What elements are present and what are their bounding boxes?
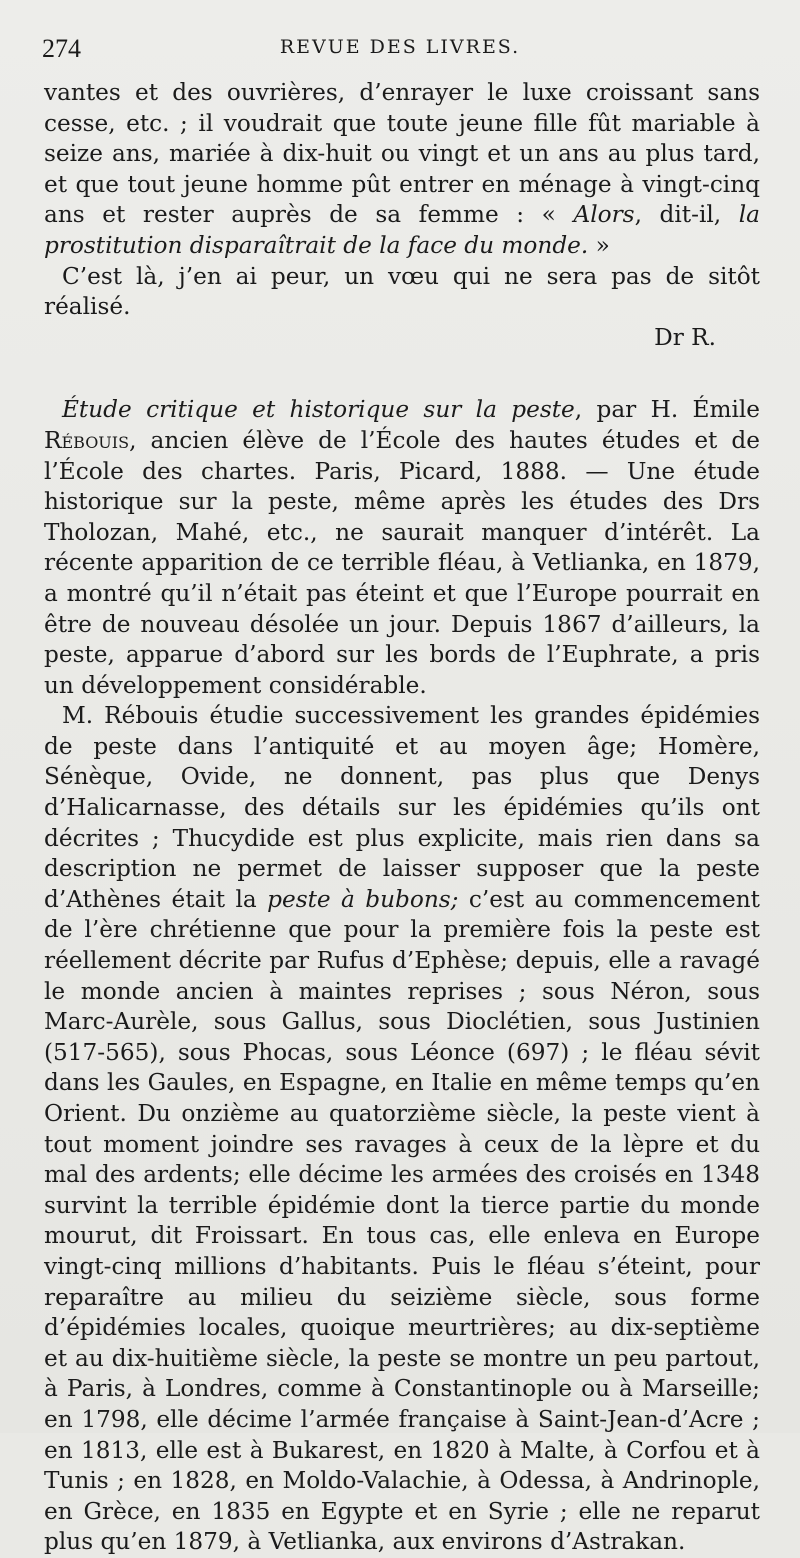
page-number: 274: [42, 34, 81, 63]
review1-conclusion: C’est là, j’en ai peur, un vœu qui ne sera pas de sitôt réalisé.: [44, 262, 760, 321]
review2-history-paragraph: M. Rébouis étudie successivement les grandes épidémies de peste dans l’antiquité et au moyen âge; Homère, Sénèque, Ovide, ne donnent, pas plus que Denys d’Halicarnasse, des détails sur les épidémies qu’ils ont décrites ; Thucydide est plus explicite, mais rien dans sa description ne permet de laisser supposer que la peste d’Athènes était la peste à bubons; c’est au commencement de l’ère chrétienne que pour la première fois la peste est réellement décrite par Rufus d’Ephèse; depuis, elle a ravagé le monde ancien à maintes reprises ; sous Néron, sous Marc-Aurèle, sous Gallus, sous Dioclétien, sous Justinien (517-565), sous Phocas, sous Léonce (697) ; le fléau sévit dans les Gaules, en Espagne, en Italie en même temps qu’en Orient. Du onzième au quatorzième siècle, la peste vient à tout moment joindre ses ravages à ceux de la lèpre et du mal des ardents; elle décime les armées des croisés en 1348 survint la terrible épidémie dont la tierce partie du monde mourut, dit Froissart. En tous cas, elle enleva en Europe vingt-cinq millions d’habitants. Puis le fléau s’éteint, pour reparaître au milieu du seizième siècle, sous forme d’épidémies locales, quoique meurtrières; au dix-septième et au dix-huitième siècle, la peste se montre un peu partout, à Paris, à Londres, comme à Constantinople ou à Marseille; en 1798, elle décime l’armée française à Saint-Jean-d’Acre ; en 1813, elle est à Bukarest, en 1820 à Malte, à Corfou et à Tunis ; en 1828, en Moldo-Valachie, à Odessa, à Andrinople, en Grèce, en 1835 en Egypte et en Syrie ; elle ne reparut plus qu’en 1879, à Vetlianka, aux environs d’Astrakan.: [44, 702, 760, 1556]
quote-word: Alors: [573, 201, 635, 229]
author-name: Rébouis: [44, 426, 130, 454]
running-title: REVUE DES LIVRES.: [279, 36, 521, 58]
section-gap: [44, 353, 760, 395]
emphasis-text: peste à bubons;: [267, 885, 459, 913]
review2-paragraph: Étude critique et historique sur la peste, par H. Émile Rébouis, ancien élève de l’École des hautes études et de l’École des chartes. Paris, Picard, 1888. — Une étude historique sur la peste, même après les études des Drs Tholozan, Mahé, etc., ne saurait manquer d’intérêt. La récente apparition de ce terrible fléau, à Vetlianka, en 1879, a montré qu’il n’était pas éteint et que l’Europe pourrait en être de nouveau désolée un jour. Depuis 1867 d’ailleurs, la peste, apparue d’abord sur les bords de l’Euphrate, a pris un développement considérable.: [44, 396, 761, 699]
book-title: Étude critique et historique sur la peste: [62, 396, 575, 424]
quote-text: la prostitution disparaîtrait de la face du monde.: [44, 201, 760, 259]
page-body: [44, 78, 760, 1558]
review1-paragraph: vantes et des ouvrières, d’enrayer le luxe croissant sans cesse, etc. ; il voudrait que toute jeune fille fût mariable à seize ans, mariée à dix-huit ou vingt et un ans au plus tard, et que tout jeune homme pût entrer en ménage à vingt-cinq ans et rester auprès de sa femme : « Alors, dit-il, la prostitution disparaîtrait de la face du monde. »: [44, 79, 760, 259]
review1-signature: Dr R.: [654, 323, 716, 351]
page-header: [42, 28, 758, 68]
